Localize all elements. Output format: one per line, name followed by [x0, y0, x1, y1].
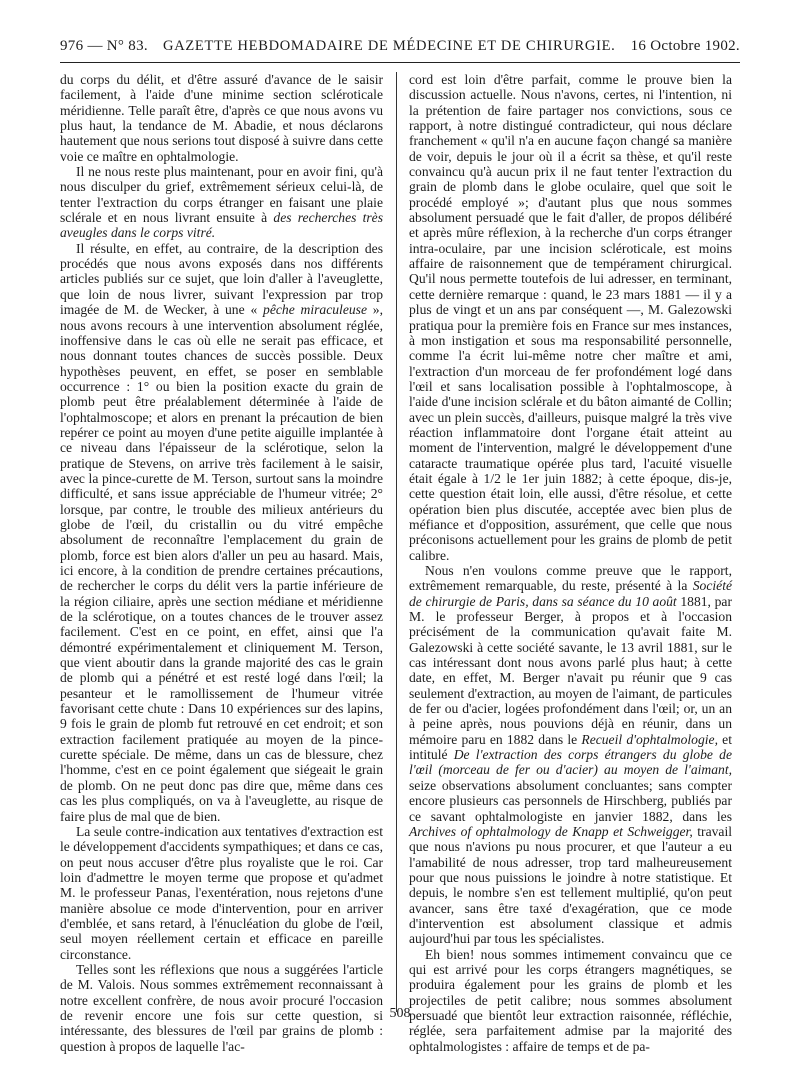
- left-column: [60, 72, 384, 1054]
- emphasis: Archives of ophtalmology de Knapp et Schweigger,: [409, 823, 693, 839]
- paragraph: La seule contre-indication aux tentatives d'extraction est le développement d'accidents sympathiques; et dans ce cas, on peut nous accuser d'être plus royaliste que le roi. Car loin d'admettre le moyen terme que propose et qu'admet M. le professeur Panas, l'exentération, nous rejetons d'une manière absolue ce mode d'intervention, pour en arriver d'emblée, et sans retard, à l'énucléation du globe de l'œil, seul moyen réellement certain et efficace en pareille circonstance.: [60, 823, 383, 962]
- header-issue-number: 976 — N° 83.: [60, 38, 148, 54]
- column-divider: [396, 72, 397, 1012]
- header-journal-title: GAZETTE HEBDOMADAIRE DE MÉDECINE ET DE CHIRURGIE.: [163, 38, 616, 54]
- text-columns: [60, 72, 740, 1054]
- paragraph: du corps du délit, et d'être assuré d'avance de le saisir facilement, à l'aide d'une minime section scléroticale méridienne. Telle paraît être, d'après ce que nous avons vu plus haut, la tendance de M. Abadie, et nous déclarons hautement que nous serions tout disposé à suivre dans cette voie ce maître en ophtalmologie.: [60, 72, 383, 164]
- journal-page: [60, 38, 740, 1068]
- emphasis: pêche miraculeuse: [263, 302, 367, 318]
- paragraph: Eh bien! nous sommes intimement convaincu que ce qui est arrivé pour les corps étrangers magnétiques, se produira également pour les grains de plomb et les projectiles de petit calibre; nous sommes absolument persuadé que bientôt leur extraction raisonnée, réfléchie, réglée, sera parfaitement admise par la majorité des ophtalmologistes : affaire de temps et de pa-: [409, 946, 732, 1054]
- right-column: [409, 72, 732, 1054]
- emphasis: De l'extraction des corps étrangers du globe de l'œil (morceau de fer ou d'acier) au moyen de l'aimant,: [409, 747, 732, 778]
- paragraph: cord est loin d'être parfait, comme le prouve bien la discussion actuelle. Nous n'avons, certes, ni l'intention, ni la prétention de faire partager nos convictions, sous ce rapport, à notre distingué contradicteur, qui nous déclare franchement « qu'il n'a en aucune façon changé sa manière de voir, depuis le jour où il a écrit sa thèse, et qu'il reste convaincu qu'à aucun prix il ne faut tenter l'extraction du grain de plomb dans le globe oculaire, quel que soit le procédé employé »; d'autant plus que nous sommes absolument persuadé que le fait d'aller, de propos délibéré et après mûre réflexion, à la recherche d'un corps étranger intra-oculaire, par une incision scléroticale, est moins affaire de raisonnement que de tempérament chirurgical. Qu'il nous permette toutefois de lui adresser, en terminant, cette dernière remarque : quand, le 23 mars 1881 — il y a plus de vingt et un ans par conséquent —, M. Galezowski pratiqua pour la première fois en France sur mes instances, à mon instigation et sous ma responsabilité personnelle, comme l'a écrit lui-même notre cher maître et ami, l'extraction d'un morceau de fer profondément logé dans l'œil et sans localisation possible à l'ophtalmoscope, à l'aide d'une incision sclérale et du bâton aimanté de Collin; avec un plein succès, d'ailleurs, puisque malgré la très vive réaction inflammatoire dont l'organe était atteint au moment de l'intervention, malgré le développement d'une cataracte traumatique opérée plus tard, l'acuité visuelle était égale à 1/2 le 1er juin 1882; à cette époque, dis-je, cette question était loin, elle aussi, d'être résolue, et cette opération bien plus discutée, acceptée avec bien plus de méfiance et d'opposition, assurément, que celle que nous préconisons actuellement pour les grains de plomb de petit calibre.: [409, 72, 732, 563]
- emphasis: Recueil d'ophtalmologie,: [581, 731, 718, 747]
- paragraph: Il résulte, en effet, au contraire, de la description des procédés que nous avons exposés dans nos différents articles publiés sur ce sujet, que loin d'aller à l'aveuglette, que loin de nous livrer, suivant l'expression par trop imagée de M. de Wecker, à une « pêche miraculeuse », nous avons recours à une intervention absolument réglée, inoffensive dans le cas où elle ne serait pas efficace, et nous donnant toutes chances de succès possible. Deux hypothèses peuvent, en effet, se poser en semblable occurrence : 1° ou bien la position exacte du grain de plomb peut être préalablement déterminée à l'aide de l'ophtalmoscope; et alors en prenant la précaution de bien repérer ce point au moyen d'une petite aiguille implantée à ce niveau dans l'épaisseur de la sclérotique, selon la pratique de Stevens, on arrive très facilement à le saisir, avec la pince-curette de M. Terson, surtout sans la moindre difficulté, et sans issue appréciable de l'humeur vitrée; 2° lorsque, par contre, le trouble des milieux antérieurs du globe de l'œil, du cristallin ou du vitré empêche absolument de reconnaître l'emplacement du grain de plomb, force est bien alors d'aller un peu au hasard. Mais, ici encore, à la condition de prendre certaines précautions, de rechercher le corps du délit vers la partie inférieure de la région ciliaire, après une section médiane et méridienne de la sclérotique, on a toutes chances de le trouver assez facilement. C'est en ce point, en effet, ainsi que l'a démontré expérimentalement et cliniquement M. Terson, que vient aboutir dans la grande majorité des cas le grain de plomb qui a pénétré et est resté logé dans l'œil; la pesanteur et le ramollissement de l'humeur vitrée favorisant cette chute : Dans 10 expériences sur des lapins, 9 fois le grain de plomb fut retrouvé en cet endroit; et son extraction facilement pratiquée au moyen de la pince-curette spéciale. De même, dans un cas de blessure, chez l'homme, c'est en ce point également que siégeait le grain de plomb. On ne peut donc pas dire que, même dans ces cas les plus compliqués, on va à l'aveuglette, au risque de faire plus de mal que de bien.: [60, 240, 383, 824]
- emphasis: Société de chirurgie de Paris, dans sa séance du 10 août: [409, 578, 732, 609]
- header-date: 16 Octobre 1902.: [630, 38, 740, 54]
- paragraph: Telles sont les réflexions que nous a suggérées l'article de M. Valois. Nous sommes extrêmement reconnaissant à notre excellent confrère, de nous avoir procuré l'occasion de revenir encore une fois sur cette question, si intéressante, des blessures de l'œil par grains de plomb : question à propos de laquelle l'ac-: [60, 961, 383, 1054]
- paragraph: Il ne nous reste plus maintenant, pour en avoir fini, qu'à nous disculper du grief, extrêmement sérieux celui-là, de tenter l'extraction du corps étranger en faisant une plaie sclérale et en nous livrant ensuite à des recherches très aveugles dans le corps vitré.: [60, 164, 384, 241]
- paragraph: Nous n'en voulons comme preuve que le rapport, extrêmement remarquable, du reste, présenté à la Société de chirurgie de Paris, dans sa séance du 10 août 1881, par M. le professeur Berger, à propos et à l'occasion précisément de la communication qu'avait faite M. Galezowski à cette société savante, le 13 avril 1881, sur le cas intéressant dont nous avons parlé plus haut; à cette date, en effet, M. Berger n'avait pu réunir que 9 cas seulement d'extraction, au moyen de l'aimant, de particules de fer ou d'acier, logées profondément dans l'œil; or, un an à peine après, nous pouvions déjà en réunir, dans un mémoire paru en 1882 dans le Recueil d'ophtalmologie, et intitulé De l'extraction des corps étrangers du globe de l'œil (morceau de fer ou d'acier) au moyen de l'aimant, seize observations absolument concluantes; sans compter encore plusieurs cas personnels de Hirschberg, publiés par ce savant ophtalmologiste en janvier 1882, dans les Archives of ophtalmology de Knapp et Schweigger, travail que nous n'avions pu nous procurer, et que l'auteur a eu l'amabilité de nous adresser, trop tard malheureusement pour que nous puissions le joindre à notre statistique. Et depuis, le nombre s'en est tellement multiplié, qu'on peut avancer, sans être taxé d'exagération, que ce mode d'intervention est absolument classique et admis aujourd'hui par tous les spécialistes.: [409, 563, 732, 947]
- emphasis: des recherches très aveugles dans le corps vitré.: [60, 210, 384, 241]
- running-header: [60, 38, 740, 63]
- page-number: 508: [389, 1006, 411, 1021]
